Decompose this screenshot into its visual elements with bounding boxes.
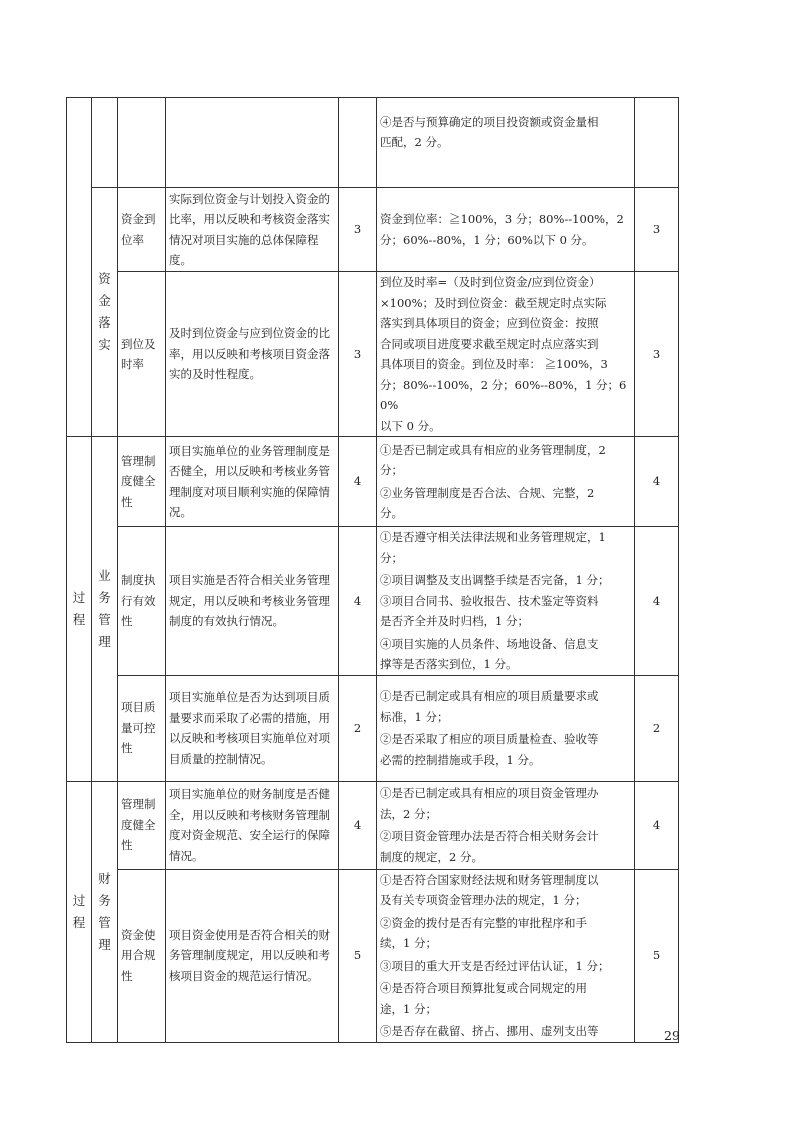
score-value: 3 <box>635 272 679 437</box>
criteria-line: ②业务管理制度是否合法、合规、完整，2 <box>380 485 595 500</box>
scoring-criteria <box>377 781 635 869</box>
criteria-line: 合同或项目进度要求截至规定时点应落实到 <box>380 336 599 351</box>
criteria-line: ①是否已制定或具有相应的项目资金管理办 <box>380 786 599 800</box>
criteria-line: ×100%；及时到位资金：截至规定时点实际 <box>380 295 607 310</box>
table-row <box>67 781 679 869</box>
category-cell <box>67 437 92 782</box>
score-value: 4 <box>635 527 679 676</box>
subcategory-cell <box>92 188 118 437</box>
table-row <box>67 437 679 527</box>
indicator-name: 到位及时率 <box>118 272 166 437</box>
indicator-name: 资金到位率 <box>118 188 166 272</box>
indicator-name: 管理制度健全性 <box>118 781 166 869</box>
score-value: 5 <box>635 869 679 1042</box>
table-row <box>67 869 679 1042</box>
indicator-name: 管理制度健全性 <box>118 437 166 527</box>
criteria-line: ⑤是否存在截留、挤占、挪用、虚列支出等 <box>380 1024 599 1038</box>
indicator-description: 项目实施单位的财务制度是否健全，用以反映和考核财务管理制度对资金规范、安全运行的保障情况。 <box>166 781 339 869</box>
criteria-line: ①是否已制定或具有相应的项目质量要求或 <box>380 689 599 703</box>
score-value <box>635 98 679 188</box>
scoring-criteria <box>377 98 635 188</box>
indicator-weight: 4 <box>339 781 377 869</box>
subcategory-cell <box>92 437 118 782</box>
indicator-description: 项目实施是否符合相关业务管理规定，用以反映和考核业务管理制度的有效执行情况。 <box>166 527 339 676</box>
criteria-line: ②项目调整及支出调整手续是否完备，1 分； <box>380 573 610 587</box>
criteria-line: 及有关专项资金管理办法的规定，1 分； <box>380 893 587 907</box>
subcategory-label: 财务管理 <box>98 870 111 952</box>
criteria-line: 分。 <box>380 506 403 520</box>
criteria-line: 分； <box>380 463 403 477</box>
indicator-name: 制度执行有效性 <box>118 527 166 676</box>
criteria-line: 具体项目的资金。到位及时率： ≧100%，3 <box>380 357 608 371</box>
criteria-line: ②是否采取了相应的项目质量检查、验收等 <box>380 732 599 746</box>
category-cell <box>67 98 92 437</box>
criteria-line: ①是否符合国家财经法规和财务管理制度以 <box>380 872 599 887</box>
scoring-criteria <box>377 188 635 272</box>
criteria-line: 分；80%--100%，2 分；60%--80%，1 分；60% <box>380 377 627 412</box>
scoring-criteria <box>377 527 635 676</box>
criteria-line: 到位及时率=（及时到位资金/应到位资金） <box>380 275 601 289</box>
indicator-weight: 3 <box>339 188 377 272</box>
criteria-line: ④是否与预算确定的项目投资额或资金量相 <box>380 114 599 129</box>
subcategory-label: 资金落实 <box>98 271 111 352</box>
indicator-weight: 2 <box>339 675 377 781</box>
score-value: 3 <box>635 188 679 272</box>
criteria-line: 制度的规定，2 分。 <box>380 849 483 864</box>
criteria-line: ④项目实施的人员条件、场地设备、信息支 <box>380 636 599 651</box>
indicator-name <box>118 98 166 188</box>
table-row <box>67 675 679 781</box>
criteria-line: 必需的控制措施或手段，1 分。 <box>380 752 541 767</box>
criteria-line: 以下 0 分。 <box>380 418 441 433</box>
criteria-line: 途，1 分； <box>380 1001 437 1016</box>
indicator-description: 项目资金使用是否符合相关的财务管理制度规定，用以反映和考核项目资金的规范运行情况。 <box>166 869 339 1042</box>
indicator-description <box>166 98 339 188</box>
table-row <box>67 188 679 272</box>
criteria-line: ③项目的重大开支是否经过评估认证，1 分； <box>380 958 610 973</box>
indicator-weight: 5 <box>339 869 377 1042</box>
indicator-name: 资金使用合规性 <box>118 869 166 1042</box>
scoring-criteria <box>377 869 635 1042</box>
evaluation-indicator-table <box>66 97 679 1043</box>
page-number: 29 <box>664 1028 680 1043</box>
indicator-weight: 3 <box>339 272 377 437</box>
criteria-line: ②项目资金管理办法是否符合相关财务会计 <box>380 829 599 843</box>
criteria-line: 标准，1 分； <box>380 709 449 724</box>
score-value: 4 <box>635 781 679 869</box>
score-value: 4 <box>635 437 679 527</box>
criteria-line: 资金到位率：≧100%，3 分；80%--100%，2 <box>380 212 624 226</box>
criteria-line: 法，2 分； <box>380 806 437 821</box>
subcategory-cell <box>92 98 118 188</box>
indicator-weight <box>339 98 377 188</box>
criteria-line: 匹配，2 分。 <box>380 135 449 150</box>
table-row <box>67 527 679 676</box>
criteria-line: ③项目合同书、验收报告、技术鉴定等资料 <box>380 593 599 608</box>
criteria-line: 分；60%--80%，1 分；60%以下 0 分。 <box>380 232 594 247</box>
criteria-line: 撑等是否落实到位，1 分。 <box>380 657 518 671</box>
criteria-line: 落实到具体项目的资金；应到位资金：按照 <box>380 316 599 330</box>
category-label: 过程 <box>72 589 86 627</box>
criteria-line: ①是否已制定或具有相应的业务管理制度，2 <box>380 442 606 457</box>
criteria-line: 是否齐全并及时归档，1 分； <box>380 614 529 628</box>
indicator-description: 及时到位资金与应到位资金的比率，用以反映和考核项目资金落实的及时性程度。 <box>166 272 339 437</box>
criteria-line: ②资金的拨付是否有完整的审批程序和手 <box>380 915 587 930</box>
criteria-line: ①是否遵守相关法律法规和业务管理规定，1 <box>380 530 606 544</box>
criteria-line: 分； <box>380 550 403 565</box>
criteria-line: ④是否符合项目预算批复或合同规定的用 <box>380 981 587 995</box>
criteria-line: 续，1 分； <box>380 936 437 950</box>
category-label: 过程 <box>72 892 86 930</box>
scoring-criteria <box>377 437 635 527</box>
indicator-description: 实际到位资金与计划投入资金的比率，用以反映和考核资金落实情况对项目实施的总体保障程度。 <box>166 188 339 272</box>
table-row <box>67 98 679 188</box>
scoring-criteria <box>377 675 635 781</box>
category-cell <box>67 781 92 1042</box>
indicator-weight: 4 <box>339 527 377 676</box>
subcategory-cell <box>92 781 118 1042</box>
scoring-criteria <box>377 272 635 437</box>
subcategory-label: 业务管理 <box>98 567 111 649</box>
score-value: 2 <box>635 675 679 781</box>
indicator-name: 项目质量可控性 <box>118 675 166 781</box>
indicator-description: 项目实施单位是否为达到项目质量要求而采取了必需的措施，用以反映和考核项目实施单位对项目质量的控制情况。 <box>166 675 339 781</box>
table-row <box>67 272 679 437</box>
indicator-weight: 4 <box>339 437 377 527</box>
indicator-description: 项目实施单位的业务管理制度是否健全，用以反映和考核业务管理制度对项目顺利实施的保障情况。 <box>166 437 339 527</box>
